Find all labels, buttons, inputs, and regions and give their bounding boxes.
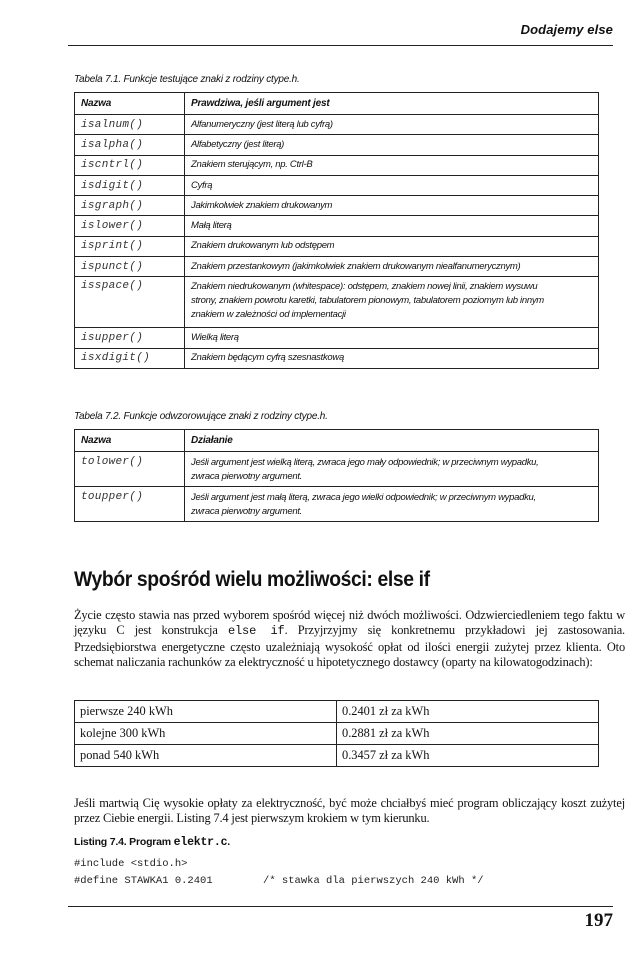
- rate-price: 0.2401 zł za kWh: [337, 701, 599, 723]
- rate-price: 0.2881 zł za kWh: [337, 723, 599, 745]
- para-text: Życie często stawia nas przed wyborem spośród więcej niż dwóch możliwości. Odzwierciedleniem tego faktu w języku C jest konstrukcja: [74, 608, 625, 638]
- table-row: [75, 257, 599, 277]
- table-row: [75, 745, 599, 767]
- rate-tier: ponad 540 kWh: [75, 745, 337, 767]
- rate-price: 0.3457 zł za kWh: [337, 745, 599, 767]
- table-row: [75, 348, 599, 368]
- function-desc: Znakiem będącym cyfrą szesnastkową: [185, 348, 599, 368]
- function-desc: [185, 277, 599, 328]
- table-row: [75, 216, 599, 236]
- table2-col-name: Nazwa: [75, 430, 185, 452]
- table-row: [75, 135, 599, 155]
- function-name: isdigit(): [75, 175, 185, 195]
- table-row: [75, 277, 599, 328]
- function-name: isupper(): [75, 328, 185, 348]
- function-desc: Znakiem przestankowym (jakimkolwiek znakiem drukowanym niealfanumerycznym): [185, 257, 599, 277]
- listing-title-prefix: Listing 7.4. Program: [74, 836, 174, 848]
- listing-title: [74, 836, 230, 849]
- function-desc: Cyfrą: [185, 175, 599, 195]
- table-row: [75, 155, 599, 175]
- table-row: [75, 196, 599, 216]
- function-desc: Wielką literą: [185, 328, 599, 348]
- function-name: isprint(): [75, 236, 185, 256]
- function-name: isxdigit(): [75, 348, 185, 368]
- function-desc: Alfabetyczny (jest literą): [185, 135, 599, 155]
- table2-col-desc: Działanie: [185, 430, 599, 452]
- code-line: #include <stdio.h>: [74, 858, 188, 870]
- table-row: [75, 175, 599, 195]
- function-name: isspace(): [75, 277, 185, 328]
- function-name: tolower(): [75, 452, 185, 487]
- table1-col-name: Nazwa: [75, 93, 185, 115]
- desc-line: Znakiem niedrukowanym (whitespace): odstępem, znakiem nowej linii, znakiem wysuwu: [191, 281, 538, 293]
- table-row: [75, 236, 599, 256]
- rate-tier: kolejne 300 kWh: [75, 723, 337, 745]
- ctype-mapping-table: [74, 429, 599, 522]
- function-desc: [185, 452, 599, 487]
- function-desc: Znakiem drukowanym lub odstępem: [185, 236, 599, 256]
- desc-line: strony, znakiem powrotu karetki, tabulatorem pionowym, tabulatorem poziomym lub innym: [191, 295, 544, 307]
- footer-rule: [68, 906, 613, 907]
- section-heading: Wybór spośród wielu możliwości: else if: [74, 568, 430, 591]
- function-name: isalpha(): [75, 135, 185, 155]
- rates-table: [74, 700, 599, 767]
- code-line: #define STAWKA1 0.2401 /* stawka dla pierwszych 240 kWh */: [74, 875, 484, 887]
- listing-title-suffix: .: [227, 836, 230, 848]
- function-name: islower(): [75, 216, 185, 236]
- para-text: . Przyjrzyjmy się konkretnemu przykładowi jej zastosowania. Przedsiębiorstwa energetyczne często uzależniają wysokość opłat od ilości energii zużytej przez klienta. Oto schemat naliczania rachunków za elektryczność u hipotetycznego dostawcy (oparty na kilowatogodzinach):: [74, 623, 625, 670]
- table-row: [75, 487, 599, 522]
- header-rule: [68, 45, 613, 46]
- desc-line: znakiem w zależności od implementacji: [191, 309, 346, 321]
- intro-paragraph: [74, 608, 625, 671]
- table-row: [75, 115, 599, 135]
- running-header: Dodajemy else: [520, 22, 613, 37]
- function-name: toupper(): [75, 487, 185, 522]
- function-desc: Alfanumeryczny (jest literą lub cyfrą): [185, 115, 599, 135]
- table-row: [75, 723, 599, 745]
- page-number: 197: [584, 910, 613, 931]
- rate-tier: pierwsze 240 kWh: [75, 701, 337, 723]
- body-paragraph: Jeśli martwią Cię wysokie opłaty za elektryczność, być może chciałbyś mieć program obliczający koszt zużytej przez Ciebie energii. Listing 7.4 jest pierwszym krokiem w tym kierunku.: [74, 796, 625, 826]
- function-desc: Znakiem sterującym, np. Ctrl-B: [185, 155, 599, 175]
- function-desc: Małą literą: [185, 216, 599, 236]
- function-desc: Jakimkolwiek znakiem drukowanym: [185, 196, 599, 216]
- desc-line: Jeśli argument jest wielką literą, zwraca jego mały odpowiednik; w przeciwnym wypadku,: [191, 457, 539, 468]
- table-row: [75, 452, 599, 487]
- table1-caption: Tabela 7.1. Funkcje testujące znaki z rodziny ctype.h.: [74, 74, 300, 85]
- table2-caption: Tabela 7.2. Funkcje odwzorowujące znaki z rodziny ctype.h.: [74, 411, 328, 422]
- desc-line: zwraca pierwotny argument.: [191, 506, 303, 517]
- table-row: [75, 328, 599, 348]
- function-name: ispunct(): [75, 257, 185, 277]
- function-name: isgraph(): [75, 196, 185, 216]
- desc-line: Jeśli argument jest małą literą, zwraca jego wielki odpowiednik; w przeciwnym wypadku,: [191, 492, 536, 503]
- listing-filename: elektr.c: [173, 836, 228, 849]
- function-desc: [185, 487, 599, 522]
- table1-col-desc: Prawdziwa, jeśli argument jest: [185, 93, 599, 115]
- inline-code: else if: [227, 624, 285, 639]
- table-row: [75, 701, 599, 723]
- function-name: iscntrl(): [75, 155, 185, 175]
- desc-line: zwraca pierwotny argument.: [191, 471, 303, 482]
- function-name: isalnum(): [75, 115, 185, 135]
- ctype-test-table: [74, 92, 599, 369]
